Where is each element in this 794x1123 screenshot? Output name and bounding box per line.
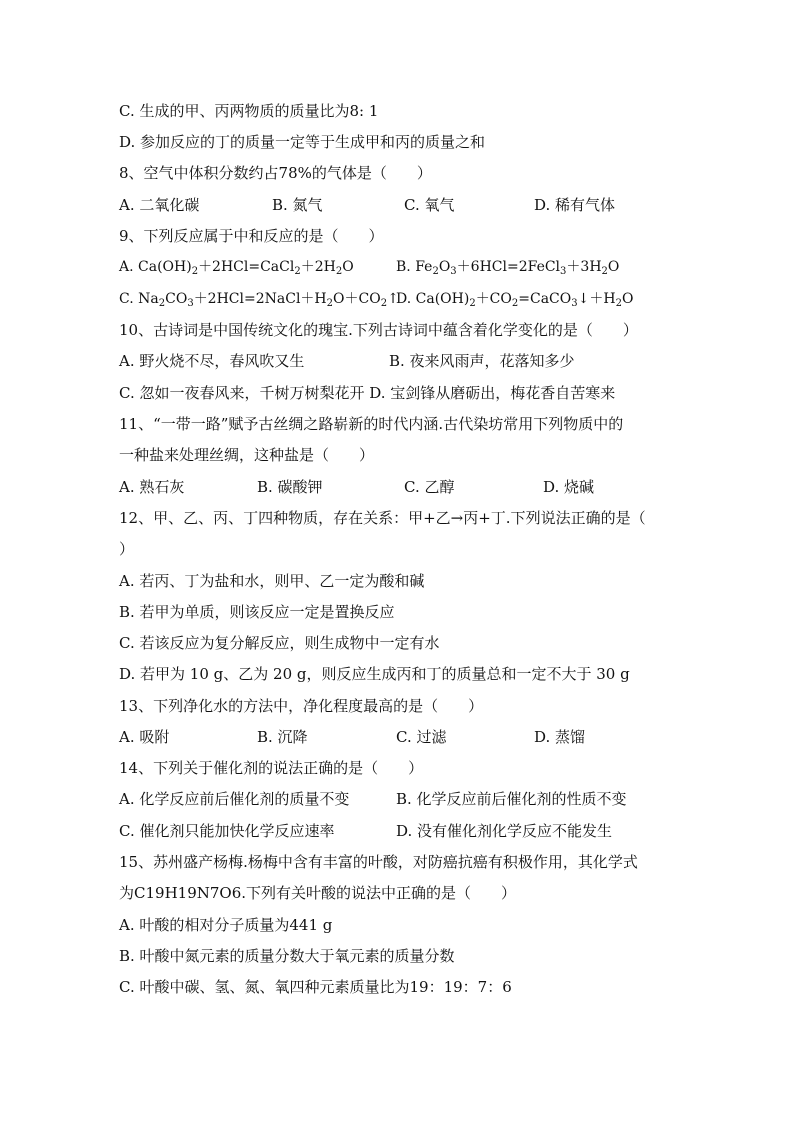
- q7-option-c: C. 生成的甲、丙两物质的质量比为8: 1: [119, 102, 379, 120]
- q8-option-b: B. 氮气: [272, 196, 323, 214]
- q10-options-cd: C. 忽如一夜春风来，千树万树梨花开 D. 宝剑锋从磨砺出，梅花香自苦寒来: [119, 384, 616, 402]
- q12-option-b: B. 若甲为单质，则该反应一定是置换反应: [119, 603, 395, 621]
- q13-option-c: C. 过滤: [396, 728, 447, 746]
- question-11: 11、“一带一路”赋予古丝绸之路崭新的时代内涵.古代染坊常用下列物质中的: [119, 415, 624, 433]
- q14-option-b: B. 化学反应前后催化剂的性质不变: [396, 790, 627, 808]
- question-12-cont: ）: [119, 540, 135, 558]
- question-9: 9、下列反应属于中和反应的是（ ）: [119, 227, 384, 245]
- q14-option-c: C. 催化剂只能加快化学反应速率: [119, 822, 335, 840]
- q15-option-c: C. 叶酸中碳、氢、氮、氧四种元素质量比为19：19：7：6: [119, 978, 512, 996]
- q9-option-b: B. $Fe_2O_3+6HCl=2FeCl_3+3H_2O$: [396, 259, 620, 277]
- question-14: 14、下列关于催化剂的说法正确的是（ ）: [119, 759, 424, 777]
- q7-option-d: D. 参加反应的丁的质量一定等于生成甲和丙的质量之和: [119, 133, 486, 151]
- q8-option-d: D. 稀有气体: [534, 196, 616, 214]
- q11-option-d: D. 烧碱: [543, 478, 595, 496]
- q8-option-c: C. 氧气: [404, 196, 455, 214]
- question-8: 8、空气中体积分数约占78%的气体是（ ）: [119, 164, 432, 182]
- q14-option-d: D. 没有催化剂化学反应不能发生: [396, 822, 613, 840]
- q14-option-a: A. 化学反应前后催化剂的质量不变: [119, 790, 350, 808]
- question-15-cont: 为C19H19N7O6.下列有关叶酸的说法中正确的是（ ）: [119, 884, 517, 902]
- question-13: 13、下列净化水的方法中，净化程度最高的是（ ）: [119, 697, 484, 715]
- question-10: 10、古诗词是中国传统文化的瑰宝.下列古诗词中蕴含着化学变化的是（ ）: [119, 321, 638, 339]
- q10-option-a: A. 野火烧不尽，春风吹又生: [119, 352, 305, 370]
- q15-option-b: B. 叶酸中氮元素的质量分数大于氧元素的质量分数: [119, 947, 455, 965]
- q8-option-a: A. 二氧化碳: [119, 196, 200, 214]
- q11-option-b: B. 碳酸钾: [257, 478, 323, 496]
- question-11-cont: 一种盐来处理丝绸，这种盐是（ ）: [119, 446, 375, 464]
- q11-option-c: C. 乙醇: [404, 478, 455, 496]
- q9-option-d: D. $Ca(OH)_2+CO_2=CaCO_3↓+H_2O$: [396, 291, 634, 309]
- q11-option-a: A. 熟石灰: [119, 478, 185, 496]
- question-12: 12、甲、乙、丙、丁四种物质，存在关系：甲+乙→丙+丁.下列说法正确的是（: [119, 509, 646, 527]
- q13-option-d: D. 蒸馏: [534, 728, 586, 746]
- q9-option-a: A. $Ca(OH)_2+2HCl=CaCl_2+2H_2O$: [119, 259, 354, 277]
- question-15: 15、苏州盛产杨梅.杨梅中含有丰富的叶酸，对防癌抗癌有积极作用，其化学式: [119, 853, 638, 871]
- q13-option-b: B. 沉降: [257, 728, 308, 746]
- q9-option-c: C. $Na_2CO_3+2HCl=2NaCl+H_2O+CO_2↑$: [119, 291, 399, 309]
- q10-option-b: B. 夜来风雨声，花落知多少: [389, 352, 575, 370]
- q12-option-d: D. 若甲为 10 g、乙为 20 g，则反应生成丙和丁的质量总和一定不大于 30 g: [119, 665, 630, 683]
- q13-option-a: A. 吸附: [119, 728, 170, 746]
- q15-option-a: A. 叶酸的相对分子质量为441 g: [119, 916, 333, 934]
- q12-option-c: C. 若该反应为复分解反应，则生成物中一定有水: [119, 634, 440, 652]
- q12-option-a: A. 若丙、丁为盐和水，则甲、乙一定为酸和碱: [119, 572, 425, 590]
